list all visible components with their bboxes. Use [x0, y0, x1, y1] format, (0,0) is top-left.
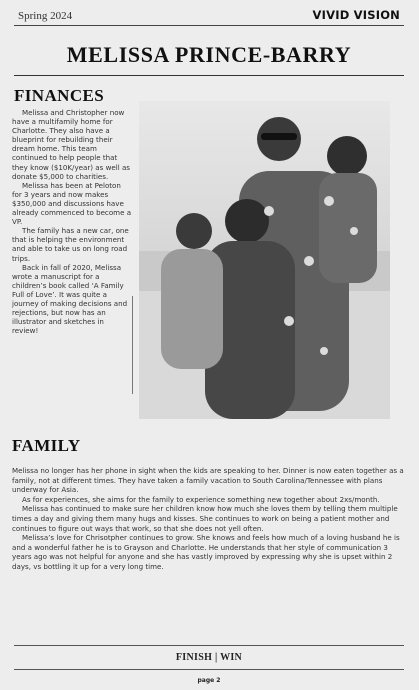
title-rule [14, 75, 404, 76]
finances-paragraph: The family has a new car, one that is helping the environment and able to take us on long road trips. [12, 226, 129, 263]
footer-title: FINISH | WIN [175, 652, 243, 663]
family-paragraph: Melissa’s love for Chrisotpher continues to grow. She knows and feels how much of a loving husband he is and a wonderful father he is to Grayson and Charlotte. He understands that her style of communication 3 years ago was not helpful for anyone and she has vastly improved by expressing why she is upset within 2 days, vs bottling it up for a very long time. [12, 533, 400, 571]
family-paragraph: Melissa no longer has her phone in sight when the kids are speaking to her. Dinner is now eaten together as a family, not at different times. They have taken a family vacation to South Carolina/Tennessee with plans underway for Asia. [12, 466, 404, 495]
edition-label: Spring 2024 [18, 10, 73, 22]
family-heading: FAMILY [12, 436, 81, 455]
brand-logo: VIVID VISION [312, 8, 400, 22]
finances-paragraph: Back in fall of 2020, Melissa wrote a manuscript for a children’s book called ‘A Family Full of Love’. It was quite a journey of making decisions and rejections, but now has an illustrator and sketches in review! [12, 262, 128, 336]
finances-paragraph: Melissa has been at Peloton for 3 years and now makes $350,000 and discussions have already commenced to become a VP. [12, 180, 132, 227]
family-paragraph: Melissa has continued to make sure her children know how much she loves them by telling them multiple times a day and giving them many hugs and kisses. She continues to work on being a patient mother and continues to figure out ways that work, so that she does not yell often. [12, 504, 398, 533]
finances-heading: FINANCES [14, 86, 105, 105]
column-divider [132, 296, 133, 394]
family-photo [139, 101, 390, 419]
family-photo-illustration [139, 101, 390, 419]
finances-paragraph: Melissa and Christopher now have a multifamily home for Charlotte. They also have a blueprint for rebuilding their dream home. This team continued to help people that they know ($10K/year) as well as donate $5,000 to charities. [12, 108, 130, 181]
page-number: page 2 [197, 677, 221, 684]
family-article [12, 466, 406, 572]
footer-rule-top [14, 645, 404, 646]
family-paragraph: As for experiences, she aims for the family to experience something new together about 2xs/month. [22, 494, 380, 504]
masthead-bar [14, 8, 404, 24]
page-title: MELISSA PRINCE-BARRY [66, 42, 352, 67]
footer-rule-bottom [14, 669, 404, 670]
finances-article [12, 108, 132, 335]
masthead-rule [14, 25, 404, 26]
